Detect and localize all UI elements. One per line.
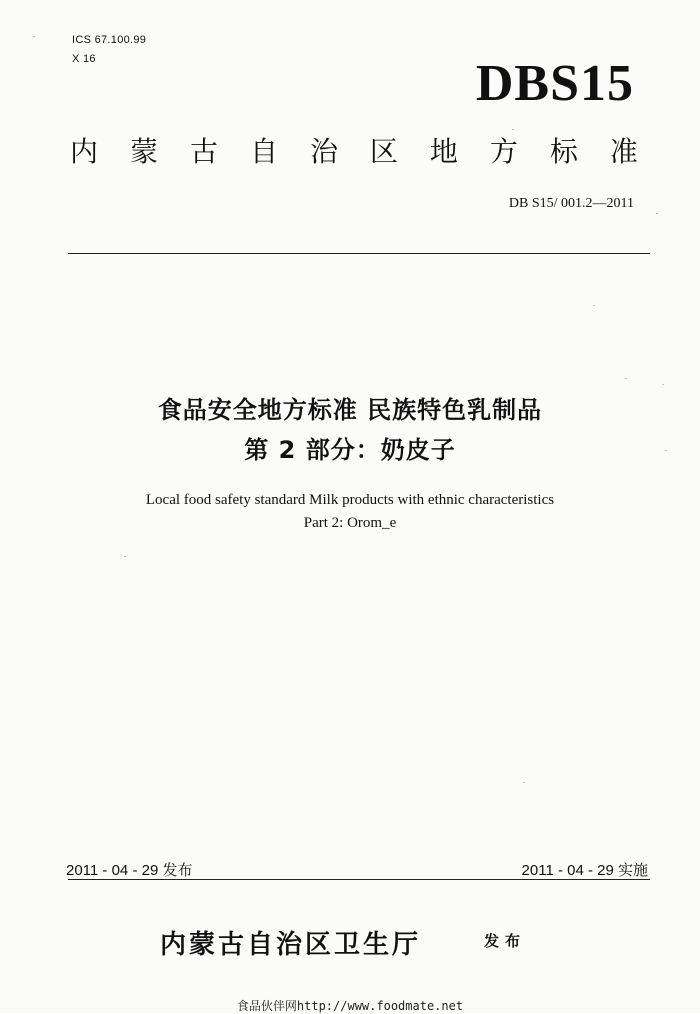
title-english-line-2: Part 2: Orom_e	[303, 515, 397, 531]
issuing-label: 发布	[484, 932, 527, 950]
standard-type-logo: DBS15	[475, 55, 634, 112]
scan-speck	[662, 384, 664, 385]
issue-date: 2011 - 04 - 29 发布	[66, 862, 193, 879]
region-title-char: 区	[369, 135, 398, 168]
title-english-line-1: Local food safety standard Milk products with ethnic characteristics	[145, 492, 555, 508]
implementation-date: 2011 - 04 - 29 实施	[521, 862, 648, 879]
classification-code: X 16	[72, 53, 96, 65]
region-title-char: 自	[249, 135, 278, 168]
scan-speck	[512, 129, 514, 130]
issuing-authority: 内蒙古自治区卫生厅	[160, 930, 422, 960]
standard-number: DB S15/ 001.2—2011	[508, 196, 634, 211]
title-chinese-line-2: 第 2 部分：奶皮子	[244, 436, 456, 464]
footer-watermark: 食品伙伴网http://www.foodmate.net	[236, 999, 464, 1013]
region-title-char: 标	[549, 135, 578, 168]
scan-speck	[523, 782, 525, 783]
region-title-char: 古	[189, 135, 218, 168]
scan-speck	[665, 450, 667, 451]
region-title-char: 蒙	[129, 135, 158, 168]
scan-speck	[33, 36, 35, 37]
title-chinese-line-1: 食品安全地方标准 民族特色乳制品	[157, 396, 543, 424]
ics-code: ICS 67.100.99	[72, 34, 147, 46]
region-title-char: 方	[489, 135, 518, 168]
scan-speck	[625, 378, 627, 379]
scan-speck	[124, 556, 126, 557]
region-title-char: 内	[70, 135, 99, 168]
region-standard-title	[70, 135, 638, 168]
scan-speck	[656, 213, 658, 214]
region-title-char: 地	[429, 135, 458, 168]
footer-divider	[68, 879, 650, 880]
region-title-char: 治	[309, 135, 338, 168]
header-divider	[68, 253, 650, 254]
region-title-char: 准	[609, 135, 638, 168]
scan-speck	[593, 305, 595, 306]
